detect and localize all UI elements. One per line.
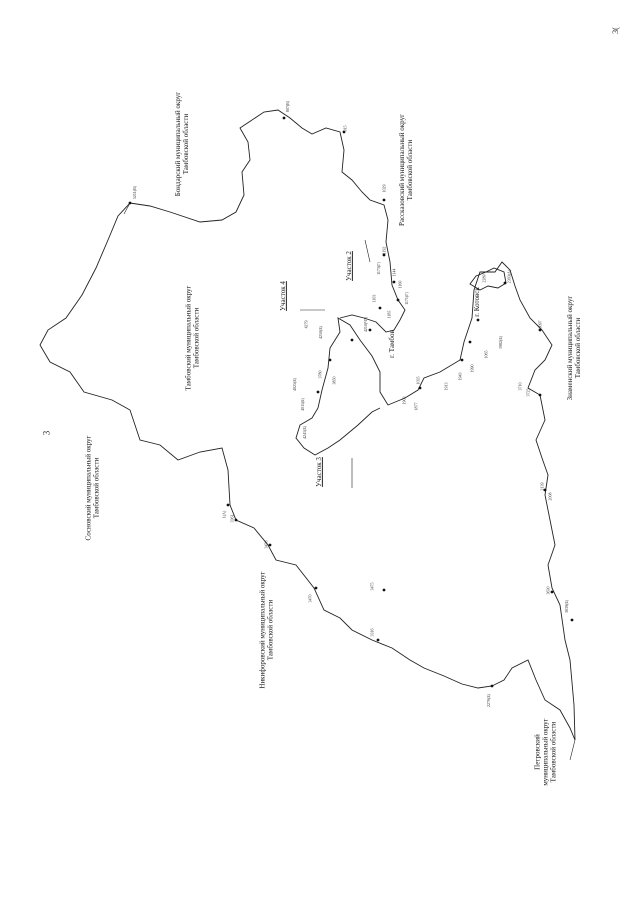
point-label: 3710 bbox=[517, 382, 523, 391]
point-label: 4210(Ч3) bbox=[363, 316, 369, 333]
point-label: 1035 bbox=[415, 376, 421, 385]
point-label: 1185 bbox=[386, 310, 392, 319]
city-label-kotovsk: г. Котовск bbox=[472, 287, 481, 317]
region-label-znamensky: Знаменский муниципальный округ Тамбовской области bbox=[566, 295, 583, 401]
point-label: 1103 bbox=[371, 294, 377, 303]
point-label: 3475 bbox=[369, 582, 375, 591]
point-label: 4011(Б) bbox=[299, 398, 305, 411]
region-label-bondarsky: Бондарский муниципальный округ Тамбовской области bbox=[174, 91, 191, 197]
point-label: 1171(Г) bbox=[403, 292, 409, 305]
point-label: 3780 bbox=[317, 370, 323, 379]
point-label: 915 bbox=[342, 125, 348, 132]
outer-boundary-line bbox=[40, 203, 575, 740]
city-label-tambov: г. Тамбов bbox=[387, 330, 396, 358]
page-number: 3 bbox=[41, 430, 52, 436]
section-label-4: Участок 4 bbox=[278, 281, 287, 311]
point-label: 4241(Б) bbox=[301, 426, 307, 439]
point-label: 1913 bbox=[443, 382, 449, 391]
point-label: 1065 bbox=[483, 350, 489, 359]
point-label: 3361 bbox=[229, 514, 235, 523]
point-label: 1192 bbox=[381, 246, 387, 255]
point-label: 1029 bbox=[381, 184, 387, 193]
point-label: 3470 bbox=[307, 594, 313, 603]
boundary-points bbox=[129, 117, 574, 688]
point-label: 3630 bbox=[545, 586, 551, 595]
corner-mark: 3( bbox=[610, 27, 620, 34]
region-label-tambovsky: Тамбовский муниципальный округ Тамбовской области bbox=[184, 285, 201, 391]
point-label: 3428 bbox=[263, 540, 269, 549]
point-label: 2008 bbox=[547, 492, 553, 501]
point-label: 1903 bbox=[401, 396, 407, 405]
point-label: 3316 bbox=[369, 628, 375, 637]
region-label-nikiforovsky: Никифоровский муниципальный округ Тамбовской области bbox=[258, 571, 275, 689]
region-label-rasskazovsky: Рассказовский муниципальный округ Тамбовской области bbox=[397, 114, 414, 227]
point-label: 2270(Б) bbox=[485, 694, 491, 707]
point-label: 1173(Г) bbox=[375, 262, 381, 275]
point-label: 2289 bbox=[481, 274, 487, 283]
section-label-2: Участок 2 bbox=[344, 251, 353, 281]
region-label-sosnovsky: Сосновский муниципальный округ Тамбовской области bbox=[84, 435, 101, 541]
region-label-petrovsky: Петровский муниципальный округ Тамбовской области bbox=[533, 718, 558, 786]
point-label: 3850 bbox=[331, 376, 337, 385]
point-label: 3725 bbox=[525, 388, 531, 397]
point-label: 1144 bbox=[391, 268, 397, 277]
point-label: 2139 bbox=[539, 482, 545, 491]
leader-line bbox=[570, 740, 575, 760]
point-label: 4279 bbox=[303, 320, 309, 329]
point-label: 1(А) bbox=[221, 510, 227, 519]
point-label: 2303(А) bbox=[506, 269, 512, 284]
point-label: 1982(Б) bbox=[497, 336, 503, 349]
point-label: 4250(Б) bbox=[317, 326, 323, 339]
section-label-3: Участок 3 bbox=[314, 457, 323, 487]
point-label: 3097 bbox=[537, 320, 543, 329]
point-label: 1990 bbox=[469, 364, 475, 373]
point-label: 1943 bbox=[457, 372, 463, 381]
point-label: 5211(В) bbox=[132, 185, 138, 200]
point-label: 1160 bbox=[397, 280, 403, 289]
leader-line bbox=[365, 240, 370, 262]
point-label: 4025(Б) bbox=[291, 378, 297, 391]
point-label: 3639(Б) bbox=[563, 600, 569, 613]
outer-boundary-line-east bbox=[130, 110, 405, 332]
point-label: 1877 bbox=[413, 402, 419, 411]
point-label: 807(В) bbox=[285, 100, 291, 113]
